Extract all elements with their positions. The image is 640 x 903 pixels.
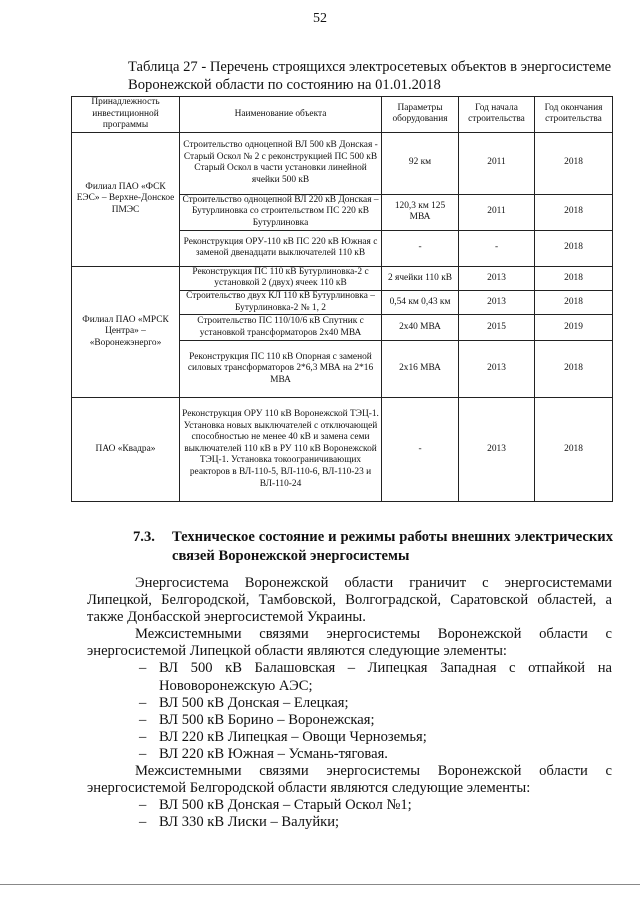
end-year-cell: 2019: [535, 315, 613, 341]
start-year-cell: 2013: [459, 290, 535, 314]
table-row: [72, 266, 613, 290]
end-year-cell: 2018: [535, 290, 613, 314]
start-year-cell: 2013: [459, 341, 535, 398]
object-name-cell: Строительство ПС 110/10/6 кВ Спутник с установкой трансформаторов 2х40 МВА: [180, 315, 382, 341]
end-year-cell: 2018: [535, 341, 613, 398]
list-item: – ВЛ 500 кВ Борино – Воронежская;: [87, 712, 612, 729]
header-start-year: Год начала строительства: [459, 97, 535, 133]
section-number: 7.3.: [133, 529, 155, 545]
object-name-cell: Строительство одноцепной ВЛ 220 кВ Донская – Бутурлиновка со строительством ПС 220 кВ Бутурлиновка: [180, 194, 382, 230]
parameters-cell: 2х40 МВА: [382, 315, 459, 341]
parameters-cell: -: [382, 230, 459, 266]
construction-objects-table: [71, 96, 613, 502]
paragraph: Межсистемными связями энергосистемы Воронежской области с энергосистемой Липецкой области являются следующие элементы:: [87, 626, 612, 660]
page-number: 52: [313, 11, 327, 26]
start-year-cell: 2015: [459, 315, 535, 341]
end-year-cell: 2018: [535, 132, 613, 194]
parameters-cell: 2 ячейки 110 кВ: [382, 266, 459, 290]
object-name-cell: Реконструкция ОРУ-110 кВ ПС 220 кВ Южная с заменой двенадцати выключателей 110 кВ: [180, 230, 382, 266]
start-year-cell: 2011: [459, 132, 535, 194]
start-year-cell: 2013: [459, 266, 535, 290]
list-item: – ВЛ 500 кВ Донская – Старый Оскол №1;: [87, 797, 612, 814]
parameters-cell: 120,3 км 125 МВА: [382, 194, 459, 230]
footer-divider: [0, 884, 640, 885]
list-item: – ВЛ 330 кВ Лиски – Валуйки;: [87, 814, 612, 831]
owner-cell: Филиал ПАО «МРСК Центра» – «Воронежэнерго»: [72, 266, 180, 397]
paragraph: Энергосистема Воронежской области граничит с энергосистемами Липецкой, Белгородской, Тамбовской, Волгоградской, Саратовской областей, а также Донбасской энергосистемой Украины.: [87, 575, 612, 626]
object-name-cell: Строительство одноцепной ВЛ 500 кВ Донская - Старый Оскол № 2 с реконструкцией ПС 500 кВ Старый Оскол в части установки линейной ячейки 500 кВ: [180, 132, 382, 194]
object-name-cell: Реконструкция ПС 110 кВ Бутурлиновка-2 с установкой 2 (двух) ячеек 110 кВ: [180, 266, 382, 290]
list-item: – ВЛ 220 кВ Южная – Усмань-тяговая.: [87, 746, 612, 763]
end-year-cell: 2018: [535, 398, 613, 502]
start-year-cell: 2011: [459, 194, 535, 230]
section-title: Техническое состояние и режимы работы внешних электрических связей Воронежской энергосистемы: [172, 529, 613, 564]
object-name-cell: Строительство двух КЛ 110 кВ Бутурлиновка – Бутурлиновка-2 № 1, 2: [180, 290, 382, 314]
section-heading: [133, 528, 613, 566]
parameters-cell: 92 км: [382, 132, 459, 194]
end-year-cell: 2018: [535, 266, 613, 290]
header-owner: Принадлежность инвестиционной программы: [72, 97, 180, 133]
list-item: – ВЛ 220 кВ Липецкая – Овощи Черноземья;: [87, 729, 612, 746]
parameters-cell: 2х16 МВА: [382, 341, 459, 398]
end-year-cell: 2018: [535, 194, 613, 230]
end-year-cell: 2018: [535, 230, 613, 266]
start-year-cell: 2013: [459, 398, 535, 502]
list-item: – ВЛ 500 кВ Донская – Елецкая;: [87, 695, 612, 712]
list-item: – ВЛ 500 кВ Балашовская – Липецкая Западная с отпайкой на Нововоронежскую АЭС;: [87, 660, 612, 694]
lipetsk-links-list: [87, 660, 612, 763]
belgorod-links-list: [87, 797, 612, 831]
owner-cell: Филиал ПАО «ФСК ЕЭС» – Верхне-Донское ПМЭС: [72, 132, 180, 266]
parameters-cell: 0,54 км 0,43 км: [382, 290, 459, 314]
parameters-cell: -: [382, 398, 459, 502]
table-row: [72, 398, 613, 502]
start-year-cell: -: [459, 230, 535, 266]
table-row: [72, 132, 613, 194]
header-object-name: Наименование объекта: [180, 97, 382, 133]
object-name-cell: Реконструкция ОРУ 110 кВ Воронежской ТЭЦ-1. Установка новых выключателей с отключающей способностью не менее 40 кВ и замена семи выключателей 110 кВ в РУ 110 кВ Воронежской ТЭЦ-1. Установка токоограничивающих реакторов в ВЛ-110-5, ВЛ-110-6, ВЛ-110-23 и ВЛ-110-24: [180, 398, 382, 502]
table-header-row: [72, 97, 613, 133]
object-name-cell: Реконструкция ПС 110 кВ Опорная с заменой силовых трансформаторов 2*6,3 МВА на 2*16 МВА: [180, 341, 382, 398]
owner-cell: ПАО «Квадра»: [72, 398, 180, 502]
header-parameters: Параметры оборудования: [382, 97, 459, 133]
table-caption: Таблица 27 - Перечень строящихся электросетевых объектов в энергосистеме Воронежской области по состоянию на 01.01.2018: [128, 59, 612, 93]
paragraph: Межсистемными связями энергосистемы Воронежской области с энергосистемой Белгородской области являются следующие элементы:: [87, 763, 612, 797]
header-end-year: Год окончания строительства: [535, 97, 613, 133]
section-body: [87, 575, 612, 831]
